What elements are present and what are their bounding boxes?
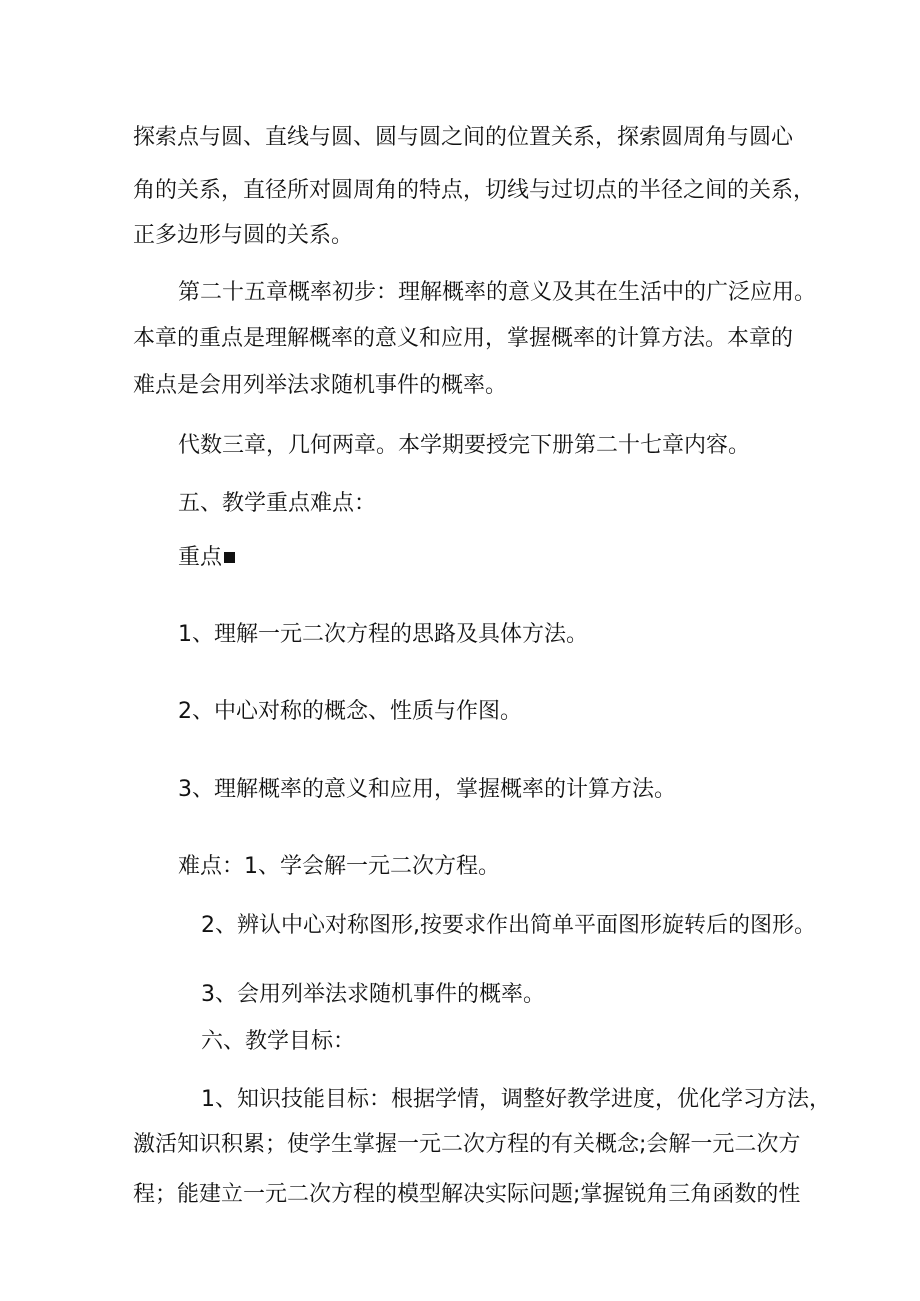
goal-paragraph-line-2: 激活知识积累；使学生掌握一元二次方程的有关概念;会解一元二次方 [133,1132,801,1157]
paragraph-probability-line-3: 难点是会用列举法求随机事件的概率。 [133,373,508,398]
paragraph-probability-line-2: 本章的重点是理解概率的意义和应用，掌握概率的计算方法。本章的 [133,326,794,351]
key-points-label: 重点 [178,545,223,570]
key-point-item-1: 1、理解一元二次方程的思路及具体方法。 [178,622,588,647]
section-heading-teaching-goals: 六、教学目标： [201,1029,356,1054]
difficulty-item-1: 难点：1、学会解一元二次方程。 [178,854,500,879]
paragraph-circles-line-2: 角的关系，直径所对圆周角的特点，切线与过切点的半径之间的关系， [133,178,816,203]
difficulty-item-3: 3、会用列举法求随机事件的概率。 [201,982,545,1007]
goal-paragraph-line-1: 1、知识技能目标：根据学情，调整好教学进度，优化学习方法， [201,1087,831,1112]
section-heading-key-difficulties: 五、教学重点难点： [178,491,377,516]
paragraph-probability-line-1: 第二十五章概率初步：理解概率的意义及其在生活中的广泛应用。 [178,280,817,305]
paragraph-chapter-summary: 代数三章，几何两章。本学期要授完下册第二十七章内容。 [178,433,751,458]
square-bullet-icon [224,552,235,563]
paragraph-circles-line-3: 正多边形与圆的关系。 [133,223,354,248]
difficulty-item-2: 2、辨认中心对称图形,按要求作出简单平面图形旋转后的图形。 [201,913,816,938]
key-points-label-line [178,544,235,572]
key-point-item-3: 3、理解概率的意义和应用，掌握概率的计算方法。 [178,777,676,802]
paragraph-circles-line-1: 探索点与圆、直线与圆、圆与圆之间的位置关系，探索圆周角与圆心 [133,125,794,150]
key-point-item-2: 2、中心对称的概念、性质与作图。 [178,699,522,724]
goal-paragraph-line-3: 程；能建立一元二次方程的模型解决实际问题;掌握锐角三角函数的性 [133,1182,801,1207]
